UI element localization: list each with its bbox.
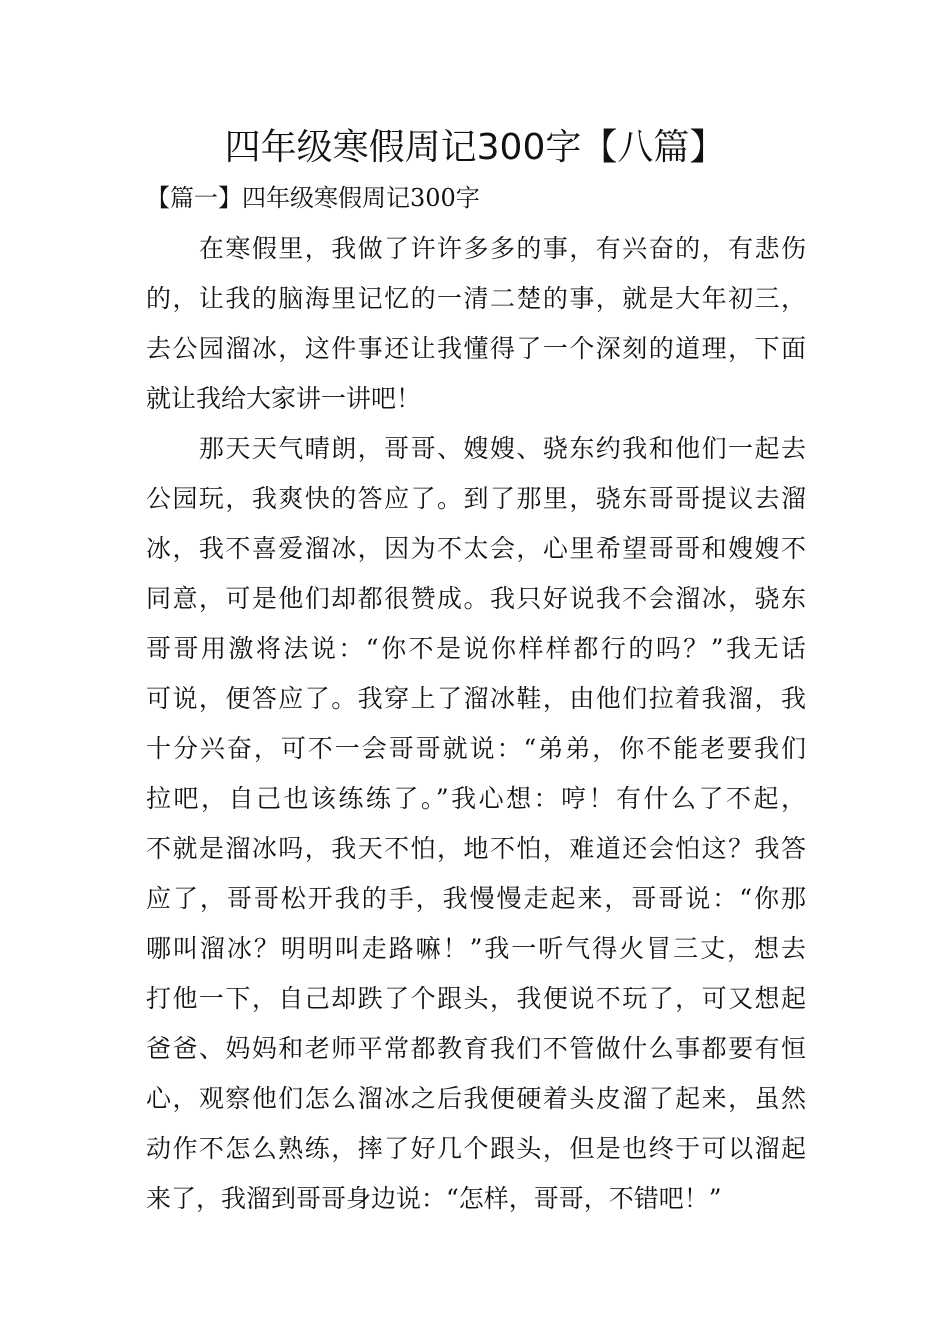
text-line: 心，观察他们怎么溜冰之后我便硬着头皮溜了起来，虽然 bbox=[146, 1084, 806, 1113]
text-line: 在寒假里，我做了许许多多的事，有兴奋的，有悲伤 bbox=[146, 234, 806, 263]
text-line: 动作不怎么熟练，摔了好几个跟头，但是也终于可以溜起 bbox=[146, 1134, 806, 1163]
section-heading: 【篇一】四年级寒假周记300字 bbox=[146, 184, 480, 212]
text-line: 可说，便答应了。我穿上了溜冰鞋，由他们拉着我溜，我 bbox=[146, 684, 806, 713]
text-line: 的，让我的脑海里记忆的一清二楚的事，就是大年初三， bbox=[146, 284, 806, 313]
text-line: 哪叫溜冰？明明叫走路嘛！”我一听气得火冒三丈，想去 bbox=[146, 934, 806, 963]
text-line: 打他一下，自己却跌了个跟头，我便说不玩了，可又想起 bbox=[146, 984, 806, 1013]
text-line: 应了，哥哥松开我的手，我慢慢走起来，哥哥说：“你那 bbox=[146, 884, 806, 913]
text-line: 十分兴奋，可不一会哥哥就说：“弟弟，你不能老要我们 bbox=[146, 734, 806, 763]
text-line: 那天天气晴朗，哥哥、嫂嫂、骁东约我和他们一起去 bbox=[146, 434, 806, 463]
text-line: 哥哥用激将法说：“你不是说你样样都行的吗？”我无话 bbox=[146, 634, 806, 663]
document-title: 四年级寒假周记300字【八篇】 bbox=[224, 127, 726, 168]
text-line: 就让我给大家讲一讲吧！ bbox=[146, 384, 422, 413]
text-line: 爸爸、妈妈和老师平常都教育我们不管做什么事都要有恒 bbox=[146, 1034, 806, 1063]
text-line: 去公园溜冰，这件事还让我懂得了一个深刻的道理，下面 bbox=[146, 334, 806, 363]
text-line: 公园玩，我爽快的答应了。到了那里，骁东哥哥提议去溜 bbox=[146, 484, 806, 513]
text-line: 拉吧，自己也该练练了。”我心想：哼！有什么了不起， bbox=[146, 784, 806, 813]
text-line: 来了，我溜到哥哥身边说：“怎样，哥哥，不错吧！” bbox=[146, 1184, 722, 1213]
text-line: 同意，可是他们却都很赞成。我只好说我不会溜冰，骁东 bbox=[146, 584, 806, 613]
text-line: 冰，我不喜爱溜冰，因为不太会，心里希望哥哥和嫂嫂不 bbox=[146, 534, 806, 563]
text-line: 不就是溜冰吗，我天不怕，地不怕，难道还会怕这？我答 bbox=[146, 834, 806, 863]
